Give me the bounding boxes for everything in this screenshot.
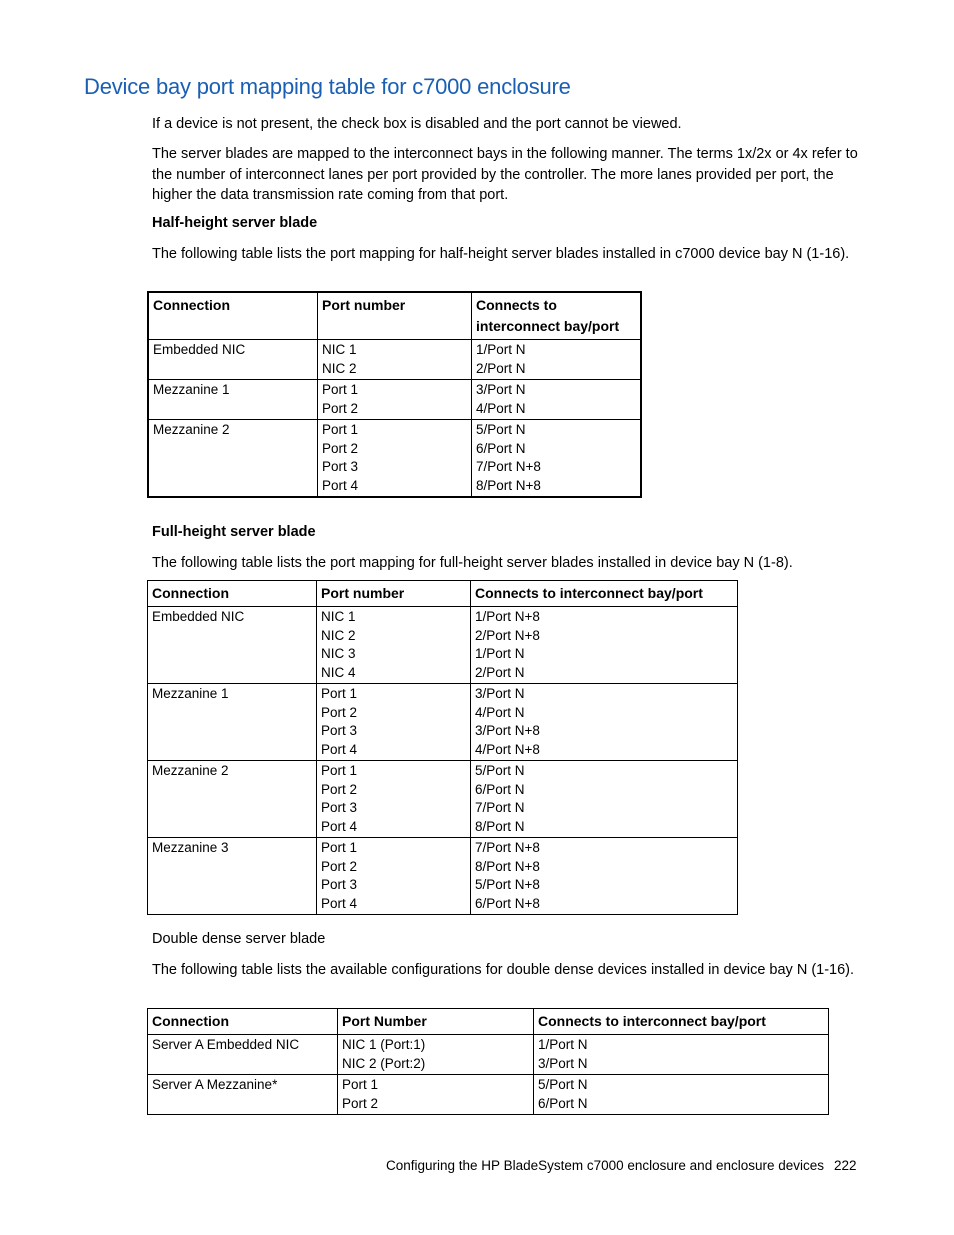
connection-label: Mezzanine 2 <box>152 763 229 778</box>
table-body <box>148 340 641 498</box>
bay-line: 5/Port N <box>538 1077 588 1092</box>
port-line: NIC 1 <box>321 609 356 624</box>
port-cell <box>317 761 471 838</box>
bay-line: 7/Port N+8 <box>476 459 541 474</box>
bay-line: 6/Port N <box>476 440 526 456</box>
port-line: NIC 4 <box>321 664 356 680</box>
page-footer <box>386 1158 857 1173</box>
bay-line: 6/Port N+8 <box>475 895 540 911</box>
bay-line: 1/Port N <box>538 1037 588 1052</box>
port-line: Port 2 <box>321 704 358 720</box>
port-cell <box>338 1075 534 1115</box>
full-height-table <box>147 580 738 915</box>
port-line: NIC 2 <box>322 360 357 376</box>
column-header-port: Port number <box>317 581 471 607</box>
column-header-connection: Connection <box>148 292 318 340</box>
column-header-connection: Connection <box>148 1009 338 1035</box>
table-row <box>148 420 641 498</box>
port-line: Port 3 <box>321 800 358 815</box>
port-line: Port 1 <box>321 686 358 701</box>
port-line: Port 2 <box>322 440 359 456</box>
connection-label: Mezzanine 3 <box>152 840 229 855</box>
connection-label: Mezzanine 1 <box>152 686 229 701</box>
bay-line: 3/Port N <box>476 382 526 397</box>
port-line: Port 2 <box>321 781 358 797</box>
column-header-connection: Connection <box>148 581 317 607</box>
table-header-row <box>148 581 738 607</box>
port-line: Port 4 <box>322 477 359 493</box>
half-height-title: Half-height server blade <box>152 215 318 231</box>
connection-cell <box>148 380 318 420</box>
port-cell <box>318 340 472 380</box>
port-line: Port 4 <box>321 818 358 834</box>
bay-cell <box>534 1075 829 1115</box>
column-header-bay: Connects to interconnect bay/port <box>471 581 738 607</box>
bay-line: 2/Port N <box>475 664 525 680</box>
bay-line: 2/Port N+8 <box>475 627 540 643</box>
bay-line: 8/Port N+8 <box>475 858 540 874</box>
bay-line: 5/Port N <box>476 422 526 437</box>
table-row <box>148 761 738 838</box>
bay-line: 8/Port N+8 <box>476 477 541 493</box>
bay-line: 4/Port N <box>476 400 526 416</box>
connection-label: Mezzanine 2 <box>153 422 230 437</box>
port-line: NIC 1 <box>322 342 357 357</box>
table-row <box>148 684 738 761</box>
port-line: Port 2 <box>322 400 359 416</box>
table-row <box>148 1075 829 1115</box>
table-body <box>148 607 738 915</box>
port-line: Port 2 <box>321 858 358 874</box>
port-line: NIC 3 <box>321 646 356 661</box>
bay-line: 7/Port N <box>475 800 525 815</box>
port-cell <box>318 380 472 420</box>
port-cell <box>338 1035 534 1075</box>
bay-line: 3/Port N+8 <box>475 723 540 738</box>
connection-cell <box>148 1075 338 1115</box>
full-height-description: The following table lists the port mapping for full-height server blades installed in device bay N (1-8). <box>152 555 793 571</box>
table-row <box>148 380 641 420</box>
bay-line: 4/Port N+8 <box>475 741 540 757</box>
port-line: NIC 2 <box>321 627 356 643</box>
port-line: NIC 2 (Port:2) <box>342 1055 426 1071</box>
connection-label: Server A Mezzanine* <box>152 1077 278 1092</box>
port-line: NIC 1 (Port:1) <box>342 1037 426 1052</box>
footer-text: Configuring the HP BladeSystem c7000 enclosure and enclosure devices <box>386 1158 825 1173</box>
double-dense-title: Double dense server blade <box>152 931 326 947</box>
bay-line: 4/Port N <box>475 704 525 720</box>
bay-cell <box>472 340 642 380</box>
connection-label: Server A Embedded NIC <box>152 1037 300 1052</box>
column-header-bay: Connects to interconnect bay/port <box>534 1009 829 1035</box>
bay-line: 6/Port N <box>538 1095 588 1111</box>
table-header-row <box>148 1009 829 1035</box>
half-height-table <box>147 291 642 498</box>
bay-line: 3/Port N <box>475 686 525 701</box>
bay-line: 1/Port N <box>475 646 525 661</box>
bay-cell <box>471 607 738 684</box>
table-header-row <box>148 292 641 340</box>
port-line: Port 3 <box>322 459 359 474</box>
bay-cell <box>471 838 738 915</box>
half-height-description: The following table lists the port mapping for half-height server blades installed in c7000 device bay N (1-16). <box>152 246 850 262</box>
table-row <box>148 1035 829 1075</box>
bay-line: 5/Port N <box>475 763 525 778</box>
port-line: Port 1 <box>321 840 358 855</box>
port-cell <box>317 684 471 761</box>
port-line: Port 4 <box>321 895 358 911</box>
bay-line: 5/Port N+8 <box>475 877 540 892</box>
bay-cell <box>472 420 642 498</box>
port-line: Port 3 <box>321 877 358 892</box>
port-line: Port 1 <box>321 763 358 778</box>
connection-label: Embedded NIC <box>152 609 245 624</box>
table-row <box>148 838 738 915</box>
bay-cell <box>471 761 738 838</box>
connection-cell <box>148 607 317 684</box>
double-dense-table <box>147 1008 829 1115</box>
bay-line: 7/Port N+8 <box>475 840 540 855</box>
port-line: Port 2 <box>342 1095 379 1111</box>
connection-label: Embedded NIC <box>153 342 246 357</box>
bay-line: 6/Port N <box>475 781 525 797</box>
connection-cell <box>148 340 318 380</box>
bay-line: 8/Port N <box>475 818 525 834</box>
bay-cell <box>534 1035 829 1075</box>
intro-paragraph-2: The server blades are mapped to the interconnect bays in the following manner. The terms 1x/2x or 4x refer to the number of interconnect lanes per port provided by the controller. The more lanes provided per port, the higher the data transmission rate coming from that port. <box>152 146 858 203</box>
port-cell <box>317 838 471 915</box>
port-cell <box>318 420 472 498</box>
intro-paragraph-1: If a device is not present, the check box is disabled and the port cannot be viewed. <box>152 116 682 132</box>
table-body <box>148 1035 829 1115</box>
connection-label: Mezzanine 1 <box>153 382 230 397</box>
port-line: Port 3 <box>321 723 358 738</box>
bay-line: 3/Port N <box>538 1055 588 1071</box>
column-header-bay: Connects to interconnect bay/port <box>472 292 642 340</box>
page-number: 222 <box>834 1158 857 1173</box>
full-height-title: Full-height server blade <box>152 524 316 540</box>
bay-line: 1/Port N+8 <box>475 609 540 624</box>
port-cell <box>317 607 471 684</box>
page-title: Device bay port mapping table for c7000 enclosure <box>84 74 571 99</box>
bay-line: 1/Port N <box>476 342 526 357</box>
double-dense-description: The following table lists the available configurations for double dense devices installed in device bay N (1-16). <box>152 962 855 978</box>
table-row <box>148 340 641 380</box>
bay-cell <box>472 380 642 420</box>
port-line: Port 1 <box>322 422 359 437</box>
bay-line: 2/Port N <box>476 360 526 376</box>
port-line: Port 1 <box>342 1077 379 1092</box>
bay-cell <box>471 684 738 761</box>
column-header-port: Port number <box>318 292 472 340</box>
column-header-port: Port Number <box>338 1009 534 1035</box>
connection-cell <box>148 420 318 498</box>
port-line: Port 1 <box>322 382 359 397</box>
connection-cell <box>148 838 317 915</box>
port-line: Port 4 <box>321 741 358 757</box>
connection-cell <box>148 1035 338 1075</box>
connection-cell <box>148 761 317 838</box>
table-row <box>148 607 738 684</box>
connection-cell <box>148 684 317 761</box>
